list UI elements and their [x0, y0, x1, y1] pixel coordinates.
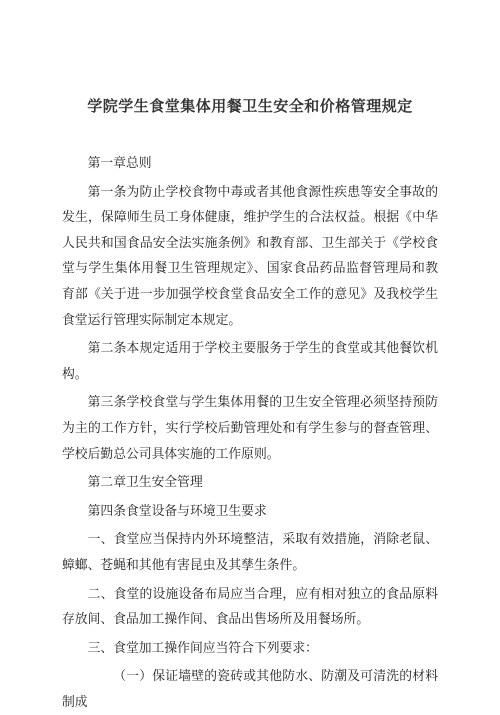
- article-paragraph: 第一条为防止学校食物中毒或者其他食源性疾患等安全事故的发生，保障师生员工身体健康，维护学生的合法权益。根据《中华人民共和国食品安全法实施条例》和教育部、卫生部关于《学校食堂与学生集体用餐卫生管理规定》、国家食品药品监督管理局和教育部《关于进一步加强学校食堂食品安全工作的意见》及我校学生食堂运行管理实际制定本规定。: [62, 184, 438, 328]
- sub-clause-paragraph: （一）保证墙壁的瓷砖或其他防水、防潮及可清洗的材料制成: [62, 669, 438, 710]
- chapter-heading: 第一章总则: [87, 156, 152, 171]
- article-paragraph: 第三条学校食堂与学生集体用餐的卫生安全管理必须坚持预防为主的工作方针，实行学校后勤管理处和有学生参与的督查管理、学校后勤总公司具体实施的工作原则。: [62, 395, 438, 462]
- clause-paragraph: 二、食堂的设施设备布局应当合理，应有相对独立的食品原料存放间、食品加工操作间、食品出售场所及用餐场所。: [62, 586, 438, 628]
- chapter-heading: 第二章卫生安全管理: [87, 475, 203, 491]
- document-body: [62, 148, 438, 715]
- article-paragraph: 第二条本规定适用于学校主要服务于学生的食堂或其他餐饮机构。: [62, 341, 438, 382]
- clause-paragraph: 一、食堂应当保持内外环境整洁，采取有效措施，消除老鼠、蟑螂、苍蝇和其他有害昆虫及其孳生条件。: [62, 532, 438, 573]
- clause-paragraph: 三、食堂加工操作间应当符合下列要求：: [87, 640, 318, 656]
- article-paragraph: 第四条食堂设备与环境卫生要求: [87, 503, 267, 519]
- document-title: 学院学生食堂集体用餐卫生安全和价格管理规定: [87, 97, 413, 115]
